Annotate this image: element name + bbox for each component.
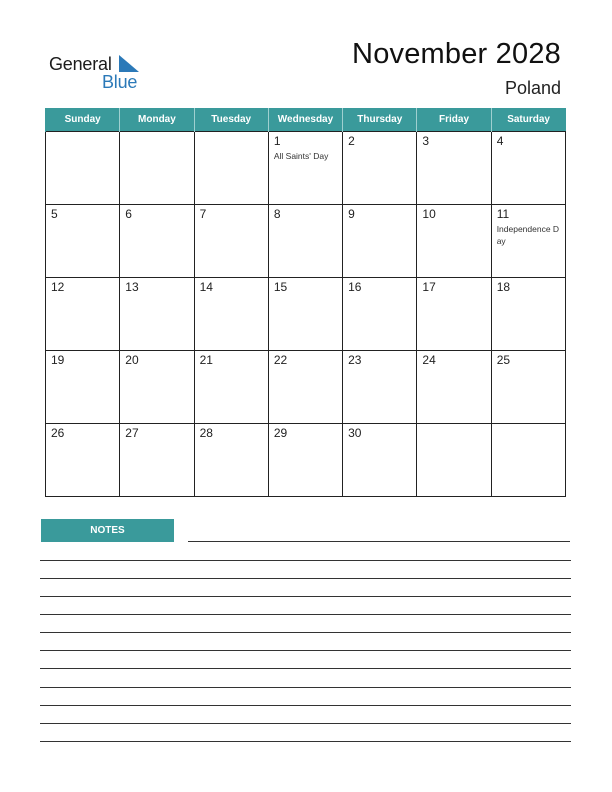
day-cell — [491, 351, 565, 424]
day-cell — [268, 278, 342, 351]
day-number: 6 — [125, 207, 132, 221]
day-cell — [417, 424, 491, 497]
day-cell — [194, 351, 268, 424]
calendar-grid — [45, 108, 566, 497]
week-row — [46, 132, 566, 205]
holiday-label: Independence Day — [496, 224, 560, 246]
notes-line — [40, 596, 571, 597]
day-cell — [194, 205, 268, 278]
day-number — [120, 132, 193, 135]
day-number — [417, 424, 490, 427]
day-number: 30 — [348, 426, 362, 440]
notes-line — [40, 632, 571, 633]
day-cell — [268, 424, 342, 497]
notes-line — [188, 541, 570, 542]
day-cell — [194, 278, 268, 351]
day-number: 28 — [199, 426, 213, 440]
day-number — [195, 132, 268, 135]
day-number: 8 — [273, 207, 281, 221]
country-label: Poland — [504, 78, 561, 98]
weekday-header: Thursday — [343, 108, 417, 132]
weekday-header: Saturday — [491, 108, 565, 132]
day-cell — [343, 424, 417, 497]
notes-line — [40, 650, 571, 651]
day-cell — [417, 351, 491, 424]
day-cell — [491, 278, 565, 351]
day-cell — [268, 351, 342, 424]
day-cell — [46, 278, 120, 351]
notes-line — [40, 668, 571, 669]
day-cell — [417, 205, 491, 278]
day-cell — [46, 132, 120, 205]
day-number: 29 — [273, 426, 288, 440]
logo-triangle-icon — [119, 55, 139, 72]
calendar-body — [46, 132, 566, 497]
day-number: 25 — [496, 353, 511, 367]
day-cell — [491, 132, 565, 205]
day-number — [46, 132, 119, 135]
day-cell — [46, 351, 120, 424]
day-number: 1 — [273, 134, 281, 148]
day-cell — [120, 132, 194, 205]
logo-text-blue: Blue — [102, 72, 138, 92]
day-number: 17 — [422, 280, 436, 294]
day-cell — [343, 132, 417, 205]
notes-line — [40, 723, 571, 724]
day-number: 15 — [273, 280, 288, 294]
weekday-header: Wednesday — [268, 108, 342, 132]
day-number: 19 — [51, 353, 65, 367]
day-cell — [120, 424, 194, 497]
day-number: 18 — [496, 280, 511, 294]
day-cell — [343, 205, 417, 278]
weekday-header: Sunday — [46, 108, 120, 132]
day-number: 10 — [422, 207, 436, 221]
day-cell — [491, 424, 565, 497]
notes-line — [40, 614, 571, 615]
generalblue-logo — [49, 52, 149, 92]
weekday-header-row — [46, 108, 566, 132]
notes-line — [40, 578, 571, 579]
day-number: 23 — [348, 353, 362, 367]
day-cell — [268, 205, 342, 278]
day-number — [492, 424, 565, 427]
day-number: 27 — [125, 426, 139, 440]
logo-text-general: General — [49, 54, 112, 74]
day-number: 3 — [422, 134, 430, 148]
day-cell — [343, 351, 417, 424]
day-number: 22 — [273, 353, 288, 367]
day-cell — [120, 205, 194, 278]
weekday-header: Friday — [417, 108, 491, 132]
day-cell — [194, 424, 268, 497]
day-cell — [194, 132, 268, 205]
day-number: 11 — [496, 207, 510, 221]
day-cell — [417, 132, 491, 205]
day-number: 5 — [51, 207, 58, 221]
day-cell — [120, 278, 194, 351]
week-row — [46, 424, 566, 497]
day-cell — [268, 132, 342, 205]
week-row — [46, 205, 566, 278]
page-title: November 2028 — [352, 38, 561, 70]
week-row — [46, 351, 566, 424]
day-number: 14 — [199, 280, 213, 294]
day-cell — [120, 351, 194, 424]
day-cell — [417, 278, 491, 351]
day-number: 24 — [422, 353, 436, 367]
day-number: 12 — [51, 280, 65, 294]
day-cell — [343, 278, 417, 351]
day-number: 9 — [348, 207, 355, 221]
day-number: 21 — [199, 353, 213, 367]
weekday-header: Tuesday — [194, 108, 268, 132]
day-number: 20 — [125, 353, 139, 367]
day-number: 4 — [496, 134, 504, 148]
holiday-label: All Saints' Day — [273, 151, 329, 161]
notes-line — [40, 687, 571, 688]
notes-line — [40, 560, 571, 561]
weekday-header: Monday — [120, 108, 194, 132]
day-number: 7 — [199, 207, 207, 221]
day-number: 13 — [125, 280, 139, 294]
notes-line — [40, 705, 571, 706]
week-row — [46, 278, 566, 351]
notes-line — [40, 741, 571, 742]
day-cell — [46, 205, 120, 278]
day-number: 16 — [348, 280, 362, 294]
day-cell — [46, 424, 120, 497]
day-cell — [491, 205, 565, 278]
day-number: 2 — [348, 134, 355, 148]
notes-label: NOTES — [41, 519, 174, 542]
day-number: 26 — [51, 426, 65, 440]
